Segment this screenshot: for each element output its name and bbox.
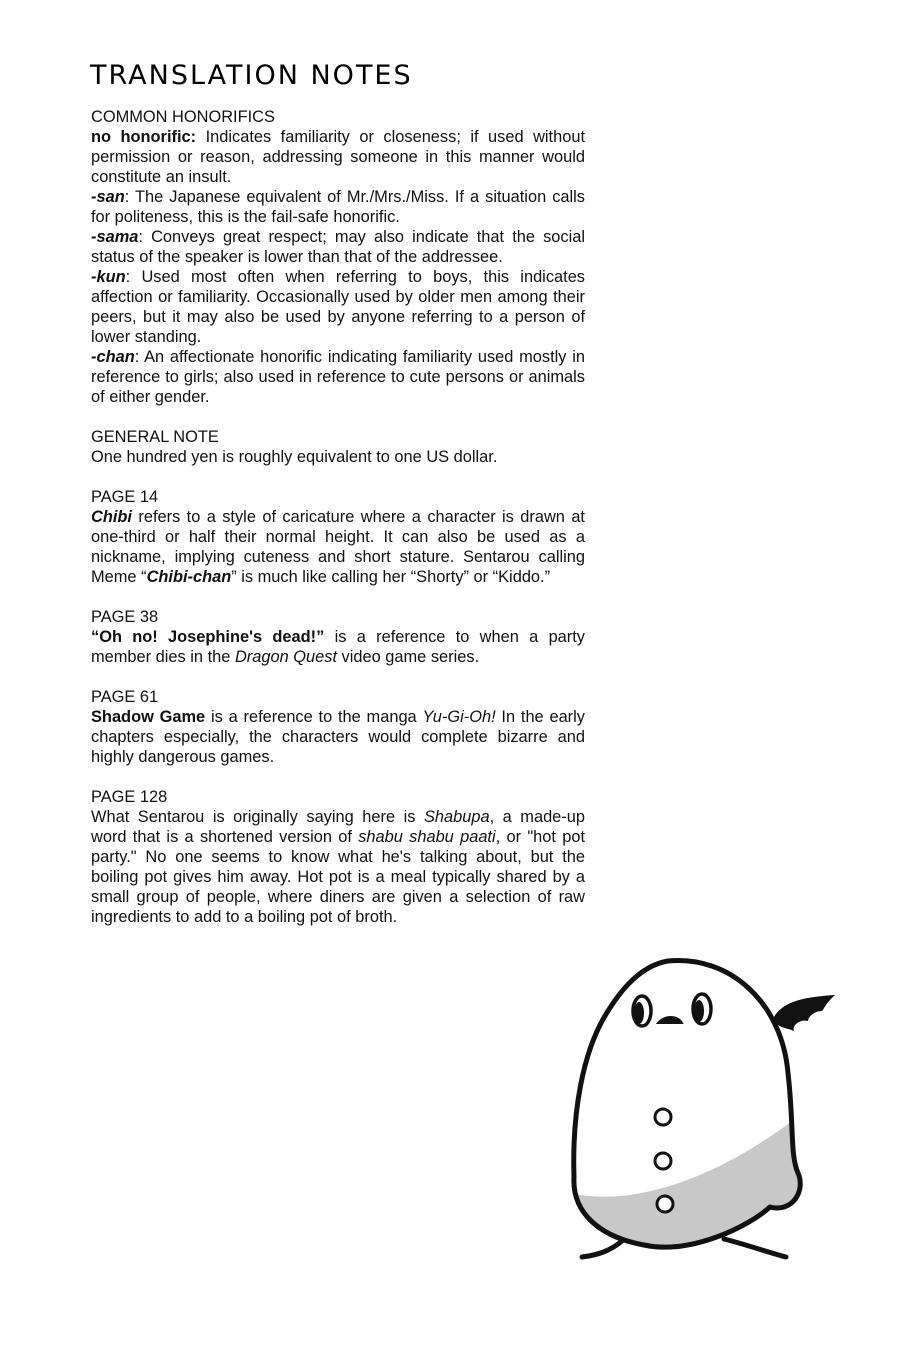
dragon-quest-title: Dragon Quest (234, 648, 337, 666)
honorific-entry: no honorific: Indicates familiarity or closeness; if used without permission or reason, addressing someone in this manner would constitute an insult. (91, 128, 586, 186)
general-note-text: One hundred yen is roughly equivalent to one US dollar. (91, 448, 498, 466)
honorific-entry: -sama: Conveys great respect; may also indicate that the social status of the speaker is lower than that of the addressee. (91, 228, 586, 266)
page-128-note (91, 787, 585, 927)
shabupa-term: Shabupa (423, 808, 490, 826)
page-14-text: Chibi refers to a style of caricature where a character is drawn at one-third or half their normal height. It can also be used as a nickname, implying cuteness and short stature. Sentarou calling Meme “Chibi-chan” is much like calling her “Shorty” or “Kiddo.” (91, 508, 585, 586)
honorific-text: The Japanese equivalent of Mr./Mrs./Miss. If a situation calls for politeness, this is the fail-safe honorific. (91, 188, 586, 226)
honorifics-section (91, 107, 585, 407)
mascot-illustration (560, 955, 850, 1275)
page-61-text: Shadow Game is a reference to the manga Yu-Gi-Oh! In the early chapters especially, the characters would complete bizarre and highly dangerous games. (91, 708, 585, 766)
honorific-term: -san (91, 188, 125, 206)
page-128-text: What Sentarou is originally saying here is Shabupa, a made-up word that is a shortened version of shabu shabu paati, or "hot pot party." No one seems to know what he's talking about, but the boiling pot gives him away. Hot pot is a meal typically shared by a small group of people, where diners are given a selection of raw ingredients to add to a boiling pot of broth. (91, 808, 586, 926)
honorific-text: Indicates familiarity or closeness; if used without permission or reason, addressing someone in this manner would constitute an insult. (91, 128, 586, 186)
page-61-note (91, 687, 585, 767)
general-note-heading: GENERAL NOTE (91, 428, 219, 446)
shabu-shabu-paati-term: shabu shabu paati (358, 828, 496, 846)
honorific-term: -chan (91, 348, 135, 366)
honorific-entry: -kun: Used most often when referring to boys, this indicates affection or familiarity. Occasionally used by older men among their peers, but it may also be used by anyone referring to a person of lower standing. (91, 268, 586, 346)
page-38-heading: PAGE 38 (91, 608, 159, 626)
honorific-term: -kun (91, 268, 126, 286)
page-14-heading: PAGE 14 (91, 488, 159, 506)
honorific-entry: -san: The Japanese equivalent of Mr./Mrs./Miss. If a situation calls for politeness, this is the fail-safe honorific. (91, 188, 586, 226)
general-note-section (91, 427, 585, 467)
shadow-game-term: Shadow Game (91, 708, 206, 726)
honorifics-heading: COMMON HONORIFICS (91, 108, 275, 126)
honorific-term: -sama (91, 228, 139, 246)
honorific-entry: -chan: An affectionate honorific indicating familiarity used mostly in reference to girls; also used in reference to cute persons or animals of either gender. (91, 348, 585, 406)
page-title: TRANSLATION NOTES (90, 60, 413, 91)
honorific-text: Conveys great respect; may also indicate that the social status of the speaker is lower than that of the addressee. (91, 228, 586, 266)
notes-body (91, 107, 585, 947)
page-38-text: “Oh no! Josephine's dead!” is a reference to when a party member dies in the Dragon Quest video game series. (91, 628, 586, 666)
mascot-wing-icon (774, 995, 835, 1031)
yugioh-title: Yu-Gi-Oh! (422, 708, 496, 726)
page-14-note (91, 487, 585, 587)
honorific-text: An affectionate honorific indicating familiarity used mostly in reference to girls; also used in reference to cute persons or animals of either gender. (91, 348, 585, 406)
honorific-term: no honorific (91, 128, 191, 146)
honorific-text: Used most often when referring to boys, this indicates affection or familiarity. Occasionally used by older men among their peers, but it may also be used by anyone referring to a person of lower standing. (91, 268, 586, 346)
page-38-note (91, 607, 585, 667)
josephine-quote: “Oh no! Josephine's dead!” (91, 628, 325, 646)
chibi-chan-term: Chibi-chan (146, 568, 232, 586)
chibi-term: Chibi (91, 508, 132, 526)
page-128-heading: PAGE 128 (91, 788, 168, 806)
page-61-heading: PAGE 61 (91, 688, 159, 706)
